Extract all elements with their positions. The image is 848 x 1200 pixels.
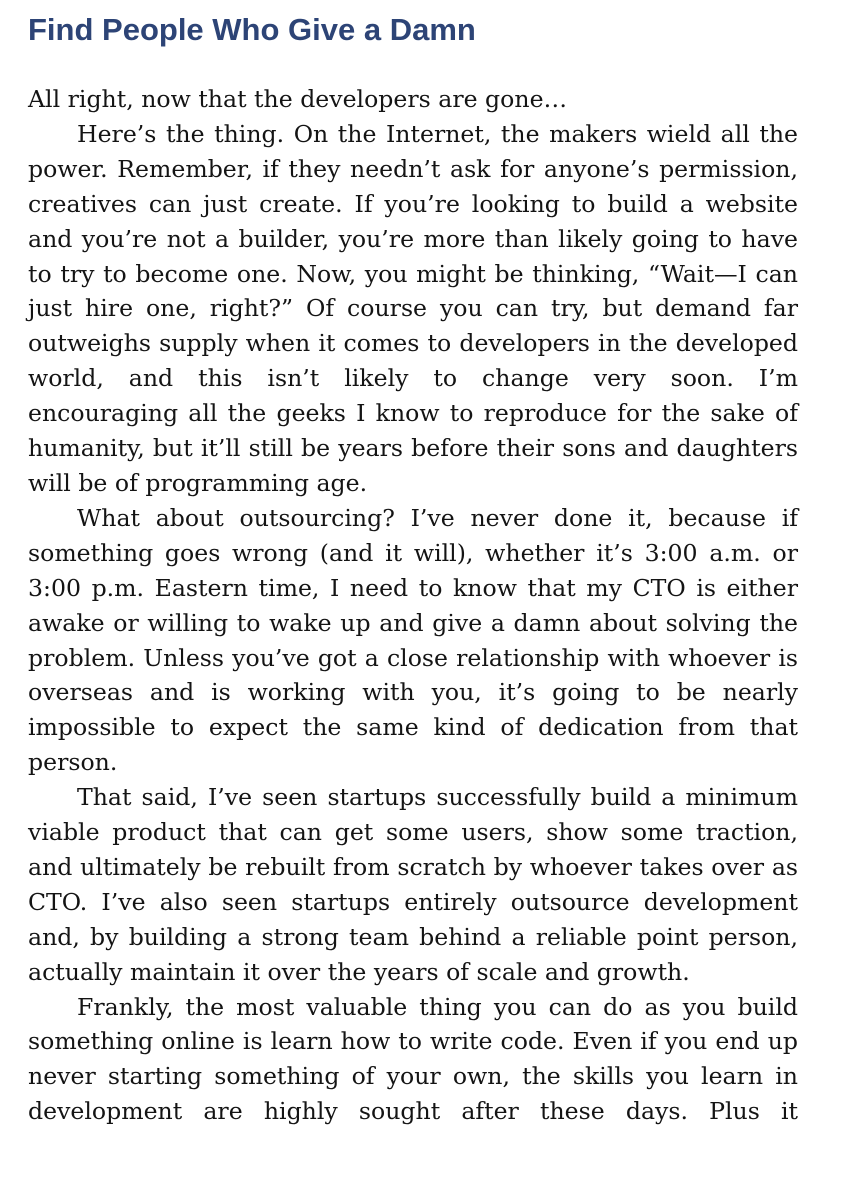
paragraph-outsourcing: What about outsourcing? I’ve never done it, because if something goes wrong (and it will), whether it’s 3:00 a.m. or 3:00 p.m. Eastern time, I need to know that my CTO is either awake or willing to wake up and give a damn about solving the problem. Unless you’ve got a close relationship with whoever is overseas and is working with you, it’s going to be nearly impossible to expect the same kind of dedication from that person. — [28, 503, 798, 777]
body-text — [28, 82, 798, 1129]
paragraph-intro: All right, now that the developers are gone… — [28, 85, 568, 113]
paragraph-makers: Here’s the thing. On the Internet, the makers wield all the power. Remember, if they needn’t ask for anyone’s permission, creatives can just create. If you’re looking to build a website and you’re not a builder, you’re more than likely going to have to try to become one. Now, you might be thinking, “Wait—I can just hire one, right?” Of course you can try, but demand far outweighs supply when it comes to developers in the developed world, and this isn’t likely to change very soon. I’m encouraging all the geeks I know to reproduce for the sake of humanity, but it’ll still be years before their sons and daughters will be of programming age. — [28, 119, 798, 497]
paragraph-learn-code: Frankly, the most valuable thing you can do as you build something online is learn how to write code. Even if you end up never starting something of your own, the skills you learn in development are highly sought after these days. Plus it — [28, 992, 798, 1126]
paragraph-startups: That said, I’ve seen startups successfully build a minimum viable product that can get some users, show some traction, and ultimately be rebuilt from scratch by whoever takes over as CTO. I’ve also seen startups entirely outsource development and, by building a strong team behind a reliable point person, actually maintain it over the years of scale and growth. — [28, 783, 798, 986]
section-heading: Find People Who Give a Damn — [28, 12, 476, 47]
